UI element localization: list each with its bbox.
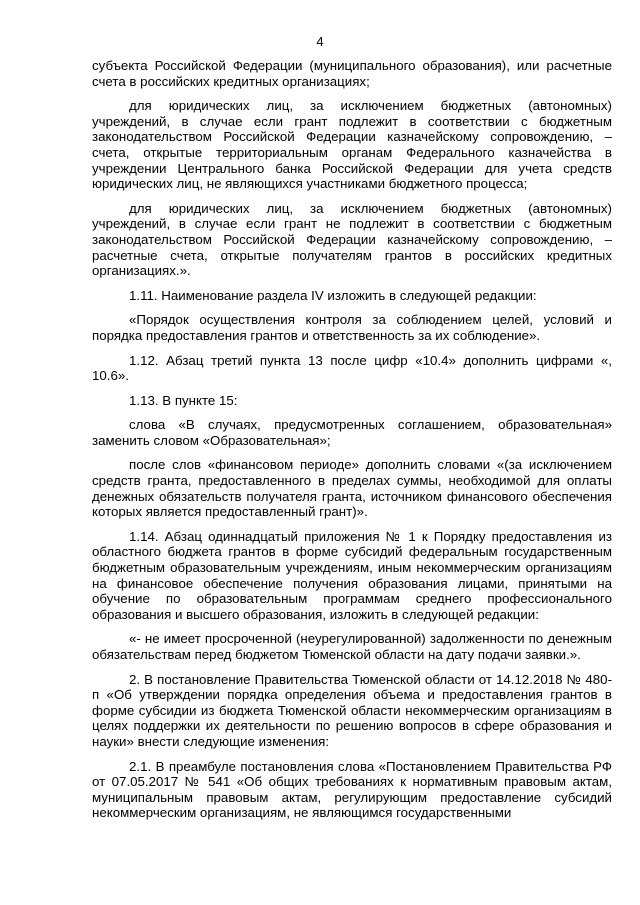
paragraph: 1.13. В пункте 15: xyxy=(129,392,238,408)
paragraph: 1.11. Наименование раздела IV изложить в следующей редакции: xyxy=(129,287,537,303)
paragraph: 2.1. В преамбуле постановления слова «Постановлением Правительства РФ от 07.05.2017 № 541 «Об общих требованиях к нормативным правовым актам, муниципальным правовым актам, регулирующим предоставление субсидий некоммерческим организациям, не являющимся государственными xyxy=(92,758,612,821)
paragraph: «Порядок осуществления контроля за соблюдением целей, условий и порядка предоставления грантов и ответственность за их соблюдение». xyxy=(92,312,612,343)
paragraph: слова «В случаях, предусмотренных соглашением, образовательная» заменить словом «Образовательная»; xyxy=(92,417,612,448)
paragraph: 1.14. Абзац одиннадцатый приложения № 1 к Порядку предоставления из областного бюджета грантов в форме субсидий федеральным государственным бюджетным образовательным учреждениям, иным некоммерческим организациям на финансовое обеспечение получения образования лицами, принятыми на обучение по образовательным программам среднего профессионального образования и высшего образования, изложить в следующей редакции: xyxy=(92,528,612,622)
paragraph: 2. В постановление Правительства Тюменской области от 14.12.2018 № 480-п «Об утверждении порядка определения объема и предоставления грантов в форме субсидии из бюджета Тюменской области некоммерческим организациям в целях поддержки их деятельности по решению вопросов в сфере образования и науки» внести следующие изменения: xyxy=(92,671,612,749)
paragraph: после слов «финансовом периоде» дополнить словами «(за исключением средств гранта, предоставленного в пределах суммы, необходимой для оплаты денежных обязательств получателя гранта, источником финансового обеспечения которых является предоставленный грант)». xyxy=(92,457,612,520)
paragraph: «- не имеет просроченной (неурегулированной) задолженности по денежным обязательствам перед бюджетом Тюменской области на дату подачи заявки.». xyxy=(92,631,612,662)
paragraph: для юридических лиц, за исключением бюджетных (автономных) учреждений, в случае если грант не подлежит в соответствии с бюджетным законодательством Российской Федерации казначейскому сопровождению, – расчетные счета, открытые получателям грантов в российских кредитных организациях.». xyxy=(92,200,612,279)
paragraph: 1.12. Абзац третий пункта 13 после цифр «10.4» дополнить цифрами «, 10.6». xyxy=(92,352,612,384)
page-number: 4 xyxy=(316,34,324,49)
paragraph: субъекта Российской Федерации (муниципального образования), или расчетные счета в российских кредитных организациях; xyxy=(92,58,612,89)
document-body xyxy=(92,58,612,830)
paragraph: для юридических лиц, за исключением бюджетных (автономных) учреждений, в случае если грант подлежит в соответствии с бюджетным законодательством Российской Федерации казначейскому сопровождению, – счета, открытые территориальным органам Федерального казначейства в учреждении Центрального банка Российской Федерации для учета средств юридических лиц, не являющихся участниками бюджетного процесса; xyxy=(92,98,612,192)
